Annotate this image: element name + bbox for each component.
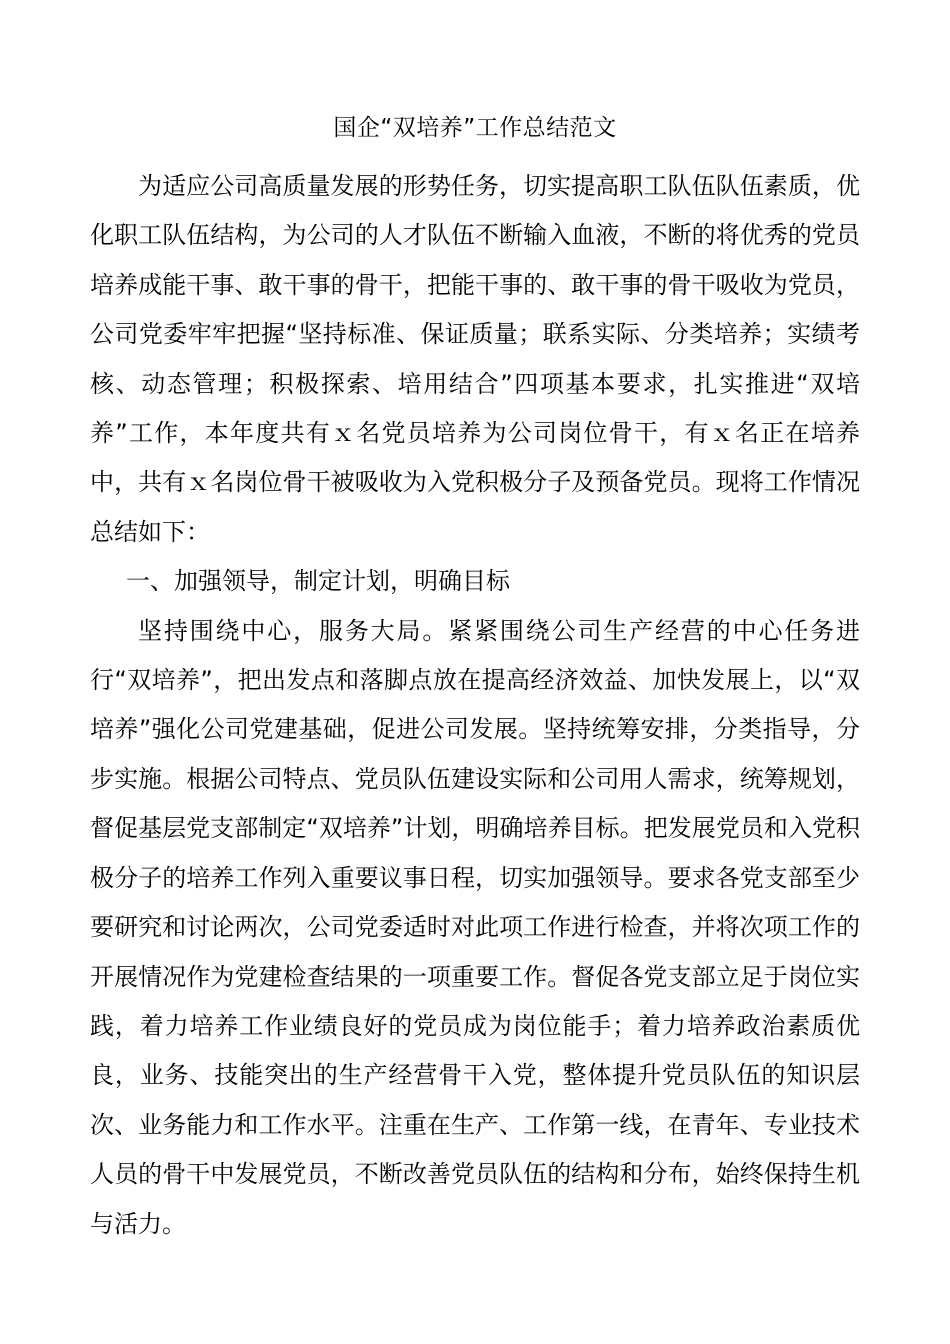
intro-paragraph: 为适应公司高质量发展的形势任务，切实提高职工队伍队伍素质，优化职工队伍结构，为公司的人才队伍不断输入血液，不断的将优秀的党员培养成能干事、敢干事的骨干，把能干事的、敢干事的骨干吸收为党员，公司党委牢牢把握“坚持标准、保证质量；联系实际、分类培养；实绩考核、动态管理；积极探索、培用结合”四项基本要求，扎实推进“双培养”工作，本年度共有ｘ名党员培养为公司岗位骨干，有ｘ名正在培养中，共有ｘ名岗位骨干被吸收为入党积极分子及预备党员。现将工作情况总结如下： [90, 172, 860, 546]
section-heading: 一、加强领导，制定计划，明确目标 [126, 567, 510, 596]
document-page [90, 108, 860, 1249]
section-body-paragraph: 坚持围绕中心，服务大局。紧紧围绕公司生产经营的中心任务进行“双培养”，把出发点和落脚点放在提高经济效益、加快发展上，以“双培养”强化公司党建基础，促进公司发展。坚持统筹安排，分类指导，分步实施。根据公司特点、党员队伍建设实际和公司用人需求，统筹规划，督促基层党支部制定“双培养”计划，明确培养目标。把发展党员和入党积极分子的培养工作列入重要议事日程，切实加强领导。要求各党支部至少要研究和讨论两次，公司党委适时对此项工作进行检查，并将次项工作的开展情况作为党建检查结果的一项重要工作。督促各党支部立足于岗位实践，着力培养工作业绩良好的党员成为岗位能手；着力培养政治素质优良，业务、技能突出的生产经营骨干入党，整体提升党员队伍的知识层次、业务能力和工作水平。注重在生产、工作第一线，在青年、专业技术人员的骨干中发展党员，不断改善党员队伍的结构和分布，始终保持生机与活力。 [90, 616, 860, 1238]
document-title: 国企“双培养”工作总结范文 [333, 115, 617, 141]
